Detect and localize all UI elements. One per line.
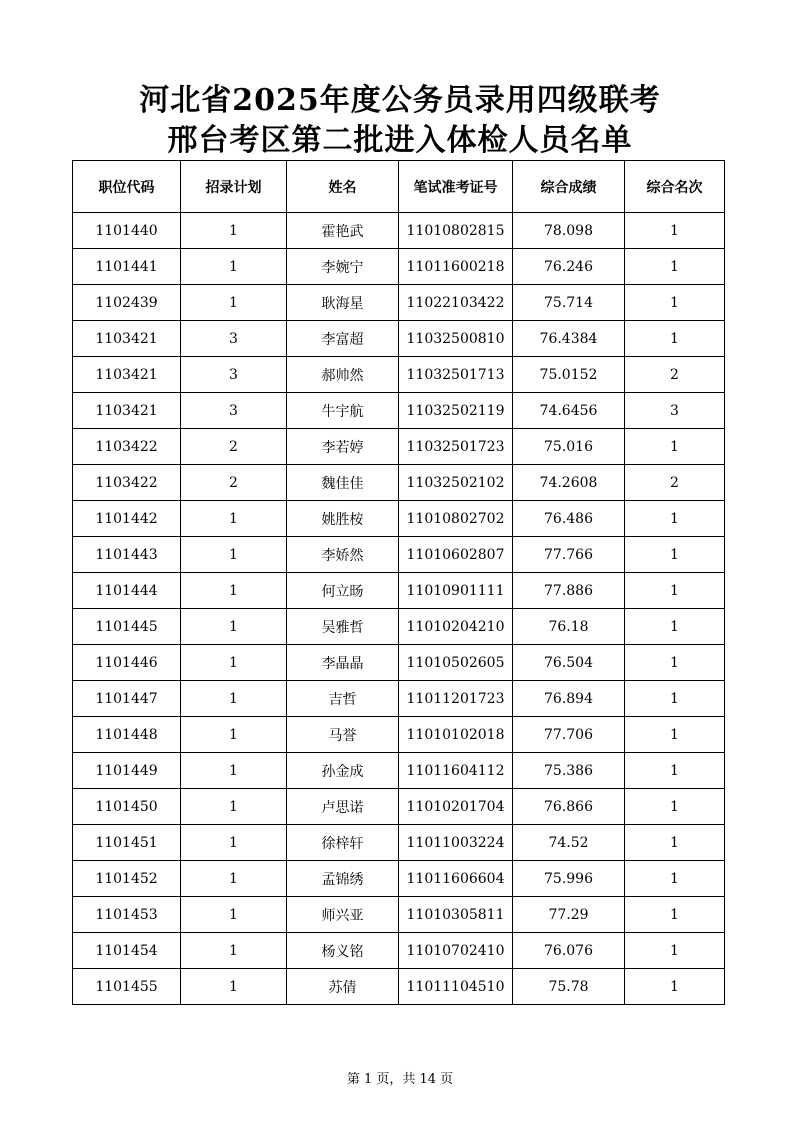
total-score-cell: 75.996 xyxy=(513,861,625,897)
rank-cell: 1 xyxy=(625,933,725,969)
hiring-plan-cell: 2 xyxy=(181,465,287,501)
name-cell: 徐梓轩 xyxy=(287,825,399,861)
position-code-cell: 1103421 xyxy=(73,393,181,429)
total-score-cell: 76.504 xyxy=(513,645,625,681)
position-code-cell: 1101445 xyxy=(73,609,181,645)
exam-ticket-cell: 11032501723 xyxy=(399,429,513,465)
document-title-line1: 河北省2025年度公务员录用四级联考 xyxy=(139,83,661,118)
total-score-cell: 74.52 xyxy=(513,825,625,861)
hiring-plan-cell: 1 xyxy=(181,933,287,969)
hiring-plan-cell: 1 xyxy=(181,825,287,861)
total-score-cell: 76.4384 xyxy=(513,321,625,357)
rank-cell: 1 xyxy=(625,753,725,789)
column-header-position-code: 职位代码 xyxy=(73,161,181,213)
position-code-cell: 1103421 xyxy=(73,357,181,393)
table-row xyxy=(73,321,725,357)
hiring-plan-cell: 1 xyxy=(181,249,287,285)
table-row xyxy=(73,969,725,1005)
hiring-plan-cell: 1 xyxy=(181,969,287,1005)
rank-cell: 1 xyxy=(625,789,725,825)
rank-cell: 2 xyxy=(625,465,725,501)
name-cell: 杨义铭 xyxy=(287,933,399,969)
position-code-cell: 1101450 xyxy=(73,789,181,825)
total-score-cell: 75.78 xyxy=(513,969,625,1005)
table-row xyxy=(73,789,725,825)
position-code-cell: 1101440 xyxy=(73,213,181,249)
total-score-cell: 78.098 xyxy=(513,213,625,249)
exam-ticket-cell: 11010802815 xyxy=(399,213,513,249)
position-code-cell: 1103422 xyxy=(73,429,181,465)
column-header-name: 姓名 xyxy=(287,161,399,213)
table-row xyxy=(73,681,725,717)
position-code-cell: 1101452 xyxy=(73,861,181,897)
total-score-cell: 75.386 xyxy=(513,753,625,789)
table-row xyxy=(73,465,725,501)
table-row xyxy=(73,825,725,861)
name-cell: 孟锦绣 xyxy=(287,861,399,897)
name-cell: 何立旸 xyxy=(287,573,399,609)
total-score-cell: 76.866 xyxy=(513,789,625,825)
hiring-plan-cell: 1 xyxy=(181,501,287,537)
position-code-cell: 1103421 xyxy=(73,321,181,357)
name-cell: 卢思诺 xyxy=(287,789,399,825)
table-body xyxy=(73,213,725,1005)
rank-cell: 1 xyxy=(625,681,725,717)
rank-cell: 1 xyxy=(625,717,725,753)
total-score-cell: 74.2608 xyxy=(513,465,625,501)
rank-cell: 1 xyxy=(625,573,725,609)
total-score-cell: 77.706 xyxy=(513,717,625,753)
rank-cell: 1 xyxy=(625,285,725,321)
position-code-cell: 1101446 xyxy=(73,645,181,681)
name-cell: 苏倩 xyxy=(287,969,399,1005)
exam-ticket-cell: 11011003224 xyxy=(399,825,513,861)
total-score-cell: 76.076 xyxy=(513,933,625,969)
total-score-cell: 74.6456 xyxy=(513,393,625,429)
name-cell: 吴雅哲 xyxy=(287,609,399,645)
position-code-cell: 1102439 xyxy=(73,285,181,321)
exam-ticket-cell: 11010901111 xyxy=(399,573,513,609)
exam-ticket-cell: 11011604112 xyxy=(399,753,513,789)
table-row xyxy=(73,861,725,897)
rank-cell: 1 xyxy=(625,825,725,861)
rank-cell: 1 xyxy=(625,537,725,573)
rank-cell: 1 xyxy=(625,213,725,249)
rank-cell: 2 xyxy=(625,357,725,393)
exam-ticket-cell: 11032502102 xyxy=(399,465,513,501)
position-code-cell: 1101444 xyxy=(73,573,181,609)
exam-ticket-cell: 11010204210 xyxy=(399,609,513,645)
rank-cell: 1 xyxy=(625,429,725,465)
hiring-plan-cell: 3 xyxy=(181,393,287,429)
table-row xyxy=(73,501,725,537)
exam-ticket-cell: 11011606604 xyxy=(399,861,513,897)
table-row xyxy=(73,537,725,573)
name-cell: 师兴亚 xyxy=(287,897,399,933)
exam-ticket-cell: 11010305811 xyxy=(399,897,513,933)
total-score-cell: 76.18 xyxy=(513,609,625,645)
exam-ticket-cell: 11022103422 xyxy=(399,285,513,321)
column-header-total-score: 综合成绩 xyxy=(513,161,625,213)
table-row xyxy=(73,897,725,933)
total-score-cell: 75.714 xyxy=(513,285,625,321)
position-code-cell: 1101455 xyxy=(73,969,181,1005)
total-score-cell: 76.894 xyxy=(513,681,625,717)
hiring-plan-cell: 1 xyxy=(181,753,287,789)
position-code-cell: 1101449 xyxy=(73,753,181,789)
candidate-table xyxy=(72,160,725,1005)
hiring-plan-cell: 1 xyxy=(181,609,287,645)
hiring-plan-cell: 1 xyxy=(181,861,287,897)
exam-ticket-cell: 11032500810 xyxy=(399,321,513,357)
table-row xyxy=(73,573,725,609)
name-cell: 马誉 xyxy=(287,717,399,753)
hiring-plan-cell: 1 xyxy=(181,645,287,681)
hiring-plan-cell: 3 xyxy=(181,321,287,357)
name-cell: 耿海星 xyxy=(287,285,399,321)
rank-cell: 1 xyxy=(625,609,725,645)
table-row xyxy=(73,357,725,393)
rank-cell: 1 xyxy=(625,249,725,285)
position-code-cell: 1101454 xyxy=(73,933,181,969)
exam-ticket-cell: 11010702410 xyxy=(399,933,513,969)
table-row xyxy=(73,933,725,969)
name-cell: 李富超 xyxy=(287,321,399,357)
document-title-line2: 邢台考区第二批进入体检人员名单 xyxy=(167,123,633,158)
table-row xyxy=(73,249,725,285)
hiring-plan-cell: 1 xyxy=(181,717,287,753)
hiring-plan-cell: 1 xyxy=(181,789,287,825)
rank-cell: 1 xyxy=(625,501,725,537)
exam-ticket-cell: 11010602807 xyxy=(399,537,513,573)
rank-cell: 1 xyxy=(625,645,725,681)
name-cell: 吉哲 xyxy=(287,681,399,717)
name-cell: 孙金成 xyxy=(287,753,399,789)
page-number: 第 1 页，共 14 页 xyxy=(346,1072,454,1087)
exam-ticket-cell: 11011104510 xyxy=(399,969,513,1005)
name-cell: 霍艳武 xyxy=(287,213,399,249)
total-score-cell: 75.0152 xyxy=(513,357,625,393)
table-row xyxy=(73,213,725,249)
table-row xyxy=(73,429,725,465)
position-code-cell: 1101447 xyxy=(73,681,181,717)
name-cell: 李晶晶 xyxy=(287,645,399,681)
exam-ticket-cell: 11010201704 xyxy=(399,789,513,825)
rank-cell: 3 xyxy=(625,393,725,429)
hiring-plan-cell: 2 xyxy=(181,429,287,465)
name-cell: 郝帅然 xyxy=(287,357,399,393)
hiring-plan-cell: 3 xyxy=(181,357,287,393)
rank-cell: 1 xyxy=(625,861,725,897)
hiring-plan-cell: 1 xyxy=(181,573,287,609)
exam-ticket-cell: 11032502119 xyxy=(399,393,513,429)
exam-ticket-cell: 11010502605 xyxy=(399,645,513,681)
name-cell: 魏佳佳 xyxy=(287,465,399,501)
table-row xyxy=(73,285,725,321)
hiring-plan-cell: 1 xyxy=(181,213,287,249)
total-score-cell: 76.246 xyxy=(513,249,625,285)
rank-cell: 1 xyxy=(625,969,725,1005)
table-row xyxy=(73,753,725,789)
name-cell: 李娇然 xyxy=(287,537,399,573)
table-row xyxy=(73,645,725,681)
column-header-exam-ticket: 笔试准考证号 xyxy=(399,161,513,213)
total-score-cell: 76.486 xyxy=(513,501,625,537)
total-score-cell: 77.29 xyxy=(513,897,625,933)
position-code-cell: 1101443 xyxy=(73,537,181,573)
hiring-plan-cell: 1 xyxy=(181,285,287,321)
total-score-cell: 77.886 xyxy=(513,573,625,609)
position-code-cell: 1103422 xyxy=(73,465,181,501)
name-cell: 李婉宁 xyxy=(287,249,399,285)
exam-ticket-cell: 11011201723 xyxy=(399,681,513,717)
total-score-cell: 77.766 xyxy=(513,537,625,573)
exam-ticket-cell: 11010802702 xyxy=(399,501,513,537)
exam-ticket-cell: 11011600218 xyxy=(399,249,513,285)
position-code-cell: 1101451 xyxy=(73,825,181,861)
rank-cell: 1 xyxy=(625,897,725,933)
name-cell: 姚胜桉 xyxy=(287,501,399,537)
position-code-cell: 1101448 xyxy=(73,717,181,753)
name-cell: 李若婷 xyxy=(287,429,399,465)
name-cell: 牛宇航 xyxy=(287,393,399,429)
column-header-hiring-plan: 招录计划 xyxy=(181,161,287,213)
table-row xyxy=(73,717,725,753)
total-score-cell: 75.016 xyxy=(513,429,625,465)
table-row xyxy=(73,393,725,429)
position-code-cell: 1101441 xyxy=(73,249,181,285)
hiring-plan-cell: 1 xyxy=(181,897,287,933)
exam-ticket-cell: 11032501713 xyxy=(399,357,513,393)
position-code-cell: 1101453 xyxy=(73,897,181,933)
hiring-plan-cell: 1 xyxy=(181,537,287,573)
table-row xyxy=(73,609,725,645)
hiring-plan-cell: 1 xyxy=(181,681,287,717)
position-code-cell: 1101442 xyxy=(73,501,181,537)
exam-ticket-cell: 11010102018 xyxy=(399,717,513,753)
column-header-rank: 综合名次 xyxy=(625,161,725,213)
table-header-row xyxy=(73,161,725,213)
rank-cell: 1 xyxy=(625,321,725,357)
